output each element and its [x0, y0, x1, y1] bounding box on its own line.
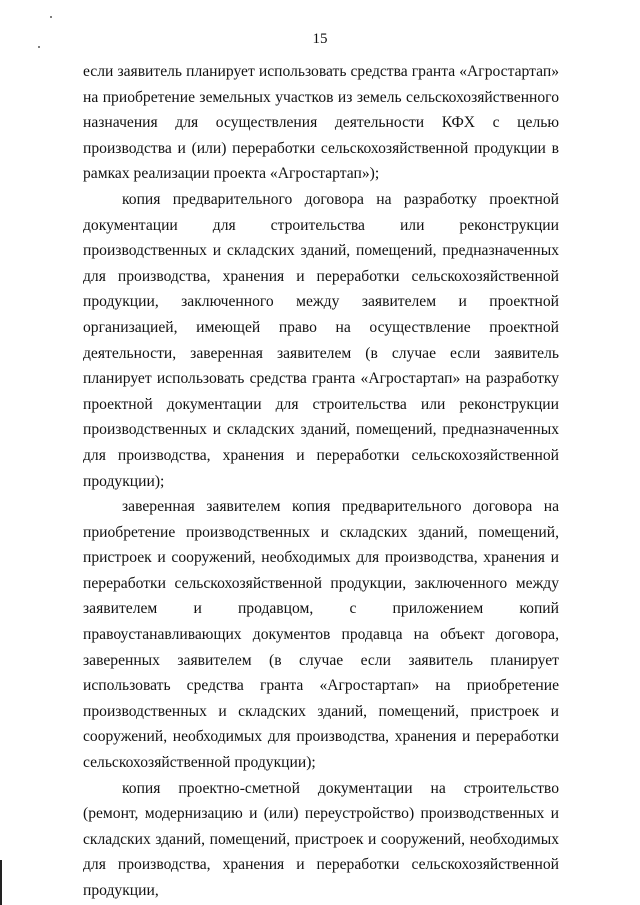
scan-speck: [50, 16, 52, 18]
document-body: [83, 59, 559, 904]
paragraph: копия проектно-сметной документации на строительство (ремонт, модернизацию и (или) переустройство) производственных и складских зданий, помещений, пристроек и сооружений, необходимых для производства, хранения и переработки сельскохозяйственной продукции,: [83, 779, 559, 899]
paragraph: заверенная заявителем копия предварительного договора на приобретение производственных и складских зданий, помещений, пристроек и сооружений, необходимых для производства, хранения и переработки сельскохозяйственной продукции, заключенного между заявителем и продавцом, с приложением копий правоустанавливающих документов продавца на объект договора, заверенных заявителем (в случае если заявитель планирует использовать средства гранта «Агростартап» на приобретение производственных и складских зданий, помещений, пристроек и сооружений, необходимых для производства, хранения и переработки сельскохозяйственной продукции);: [83, 498, 559, 772]
paragraph-continuation: если заявитель планирует использовать средства гранта «Агростартап» на приобретение земельных участков из земель сельскохозяйственного назначения для осуществления деятельности КФХ с целью производства и (или) переработки сельскохозяйственной продукции в рамках реализации проекта «Агростартап»);: [83, 63, 559, 183]
scan-edge-mark: [0, 860, 2, 905]
page-number: 15: [312, 31, 328, 47]
paragraph: копия предварительного договора на разработку проектной документации для строительства или реконструкции производственных и складских зданий, помещений, предназначенных для производства, хранения и переработки сельскохозяйственной продукции, заключенного между заявителем и проектной организацией, имеющей право на осуществление проектной деятельности, заверенная заявителем (в случае если заявитель планирует использовать средства гранта «Агростартап» на разработку проектной документации для строительства или реконструкции производственных и складских зданий, помещений, предназначенных для производства, хранения и переработки сельскохозяйственной продукции);: [83, 190, 559, 490]
